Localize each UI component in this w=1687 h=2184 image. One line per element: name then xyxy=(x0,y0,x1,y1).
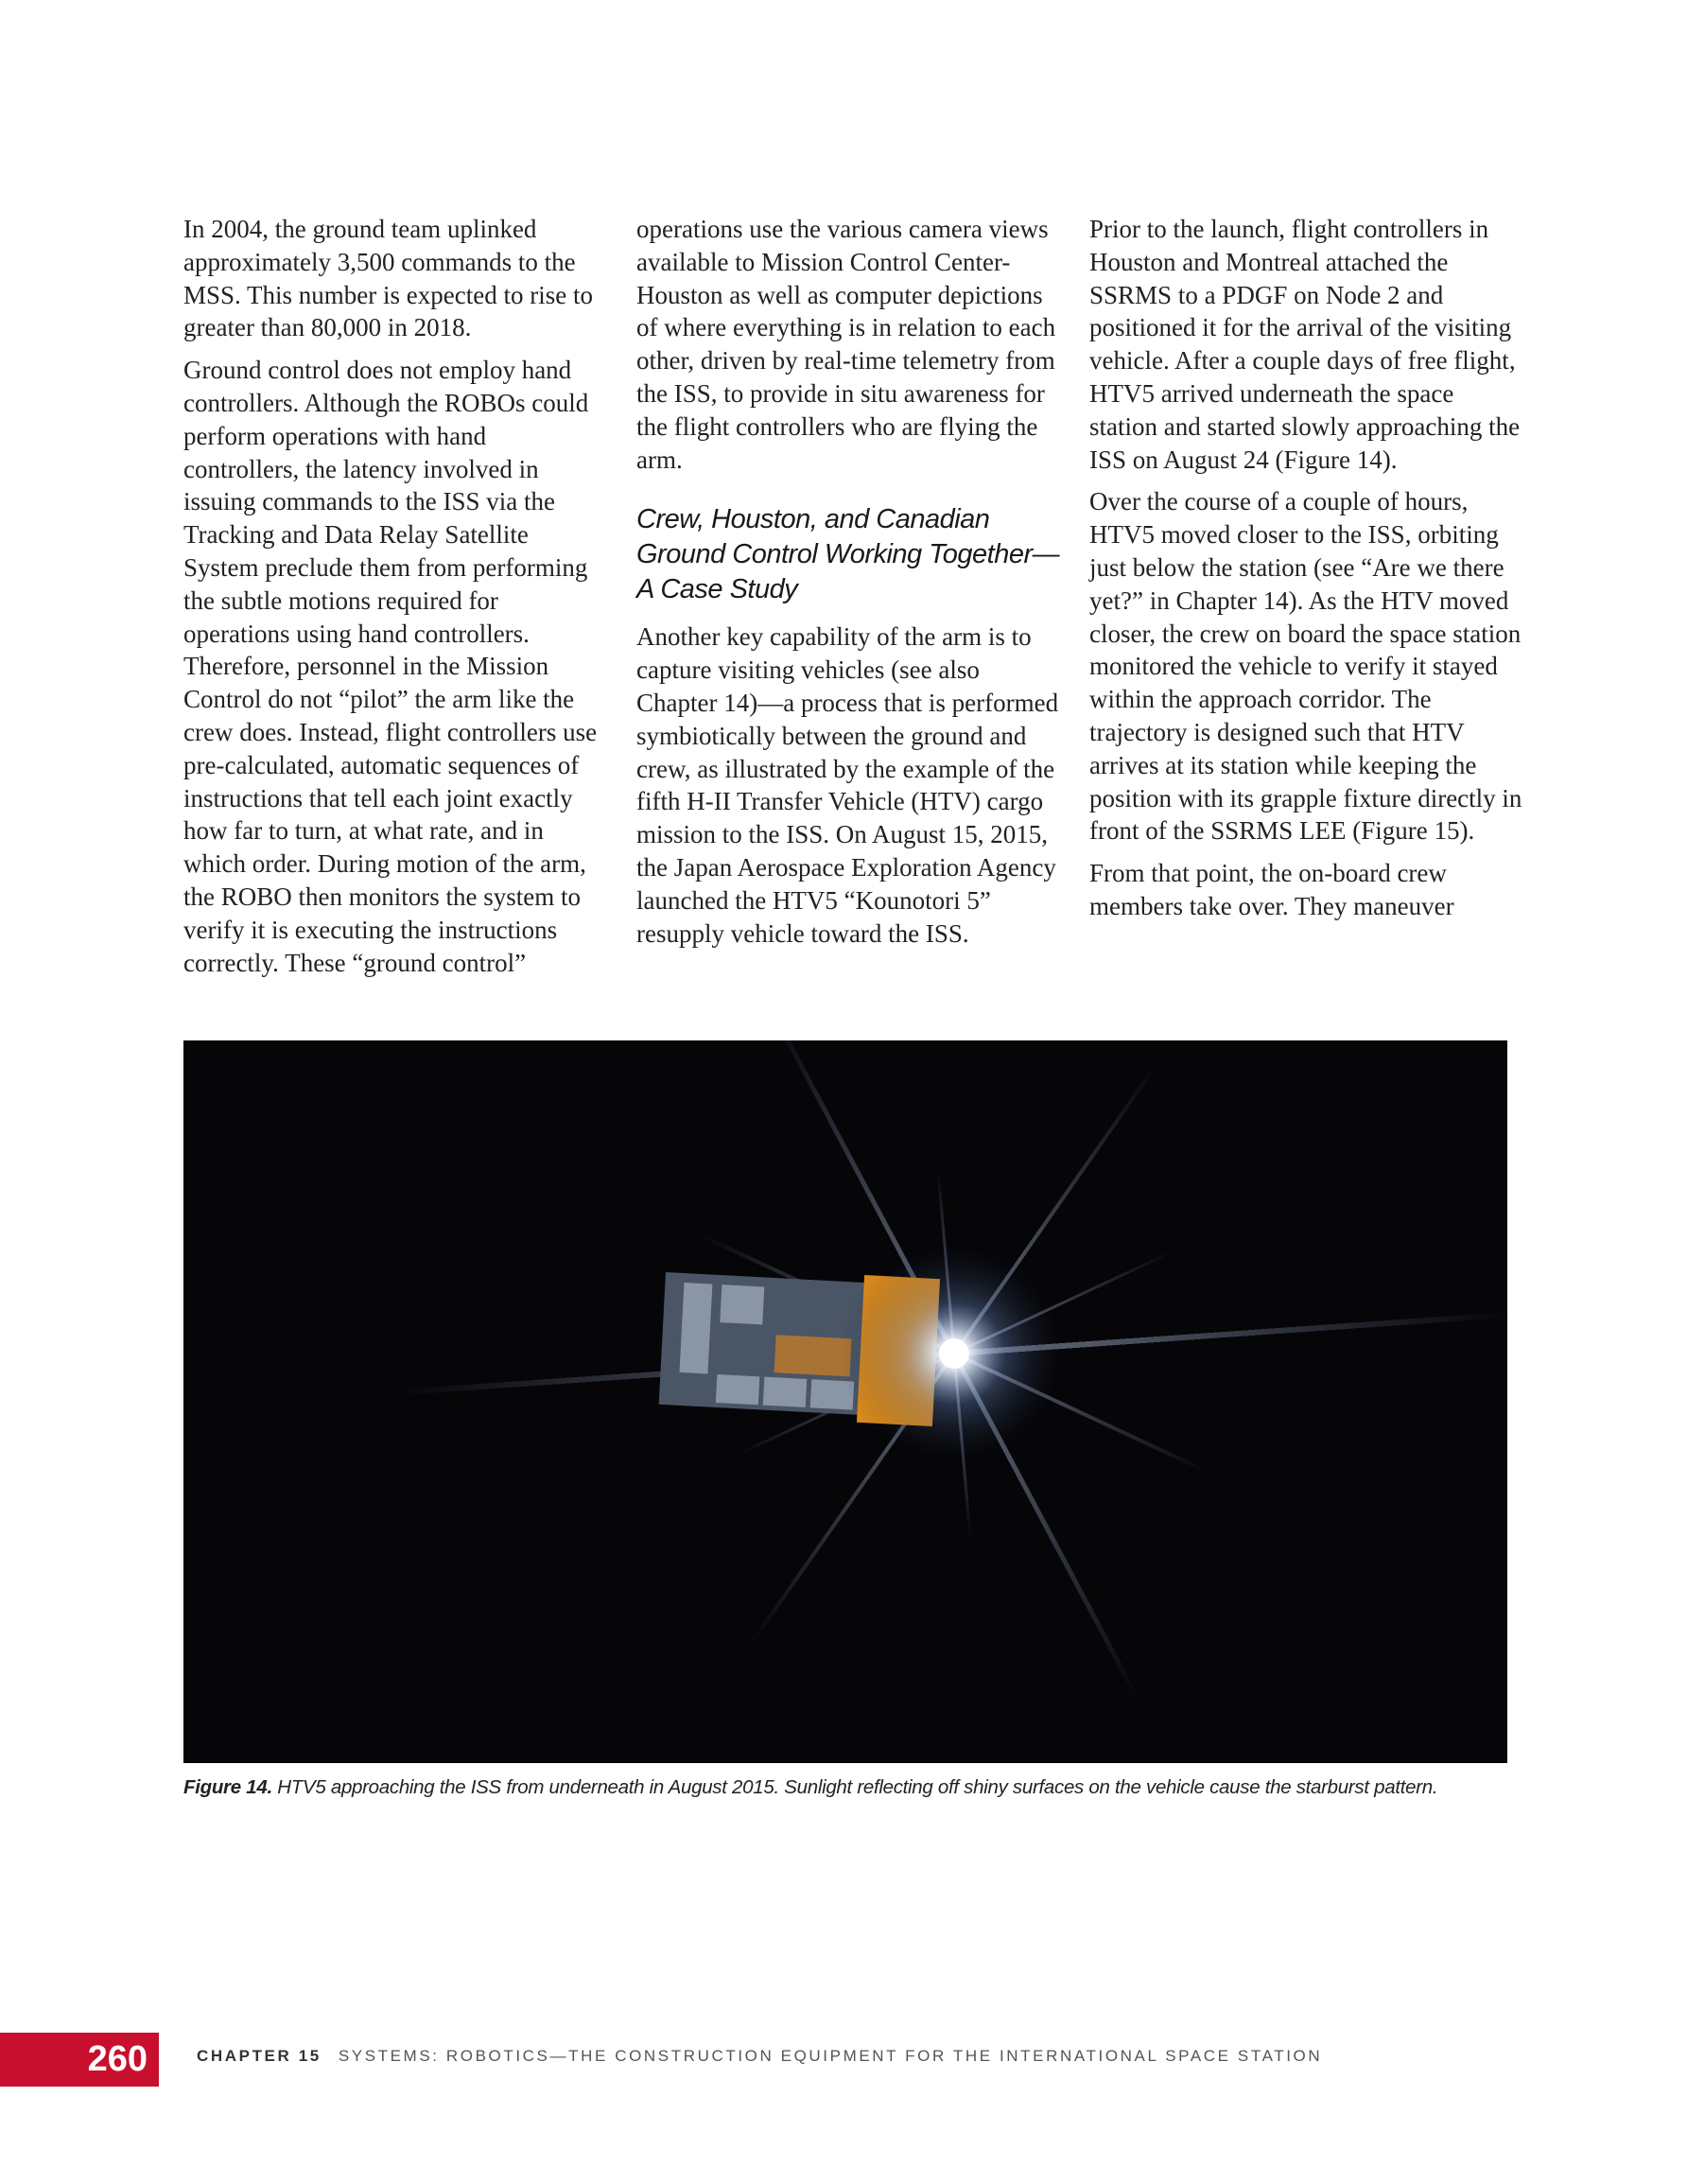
chapter-label: CHAPTER 15 xyxy=(197,2047,322,2065)
figure-label: Figure 14. xyxy=(183,1776,272,1798)
htv5-spacecraft-image xyxy=(183,1040,1507,1763)
paragraph: From that point, the on-board crew members take over. They maneuver xyxy=(1089,859,1454,920)
paragraph: operations use the various camera views available to Mission Control Center-Houston as well as computer depictions of where everything is in relation to each other, driven by real-time telemetry from the ISS, to provide in situ awareness for the flight controllers who are flying the arm. xyxy=(636,215,1056,474)
text-column-3 xyxy=(1089,213,1526,933)
paragraph: Prior to the launch, flight controllers in Houston and Montreal attached the SSRMS to a PDGF on Node 2 and positioned it for the arrival of the visiting vehicle. After a couple days of free flight, HTV5 arrived underneath the space station and started slowly approaching the ISS on August 24 (Figure 14). xyxy=(1089,215,1521,474)
paragraph: In 2004, the ground team uplinked approximately 3,500 commands to the MSS. This number is expected to rise to greater than 80,000 in 2018. xyxy=(183,215,593,342)
text-column-1 xyxy=(183,213,607,988)
page-number-tab xyxy=(0,2033,159,2087)
paragraph: Another key capability of the arm is to capture visiting vehicles (see also Chapter 14)—a process that is performed symbiotically between the ground and crew, as illustrated by the example of the fifth H-II Transfer Vehicle (HTV) cargo mission to the ISS. On August 15, 2015, the Japan Aerospace Exploration Agency launched the HTV5 “Kounotori 5” resupply vehicle toward the ISS. xyxy=(636,622,1059,948)
figure-14-photo xyxy=(183,1040,1507,1763)
figure-caption xyxy=(183,1774,1526,1801)
running-footer xyxy=(197,2047,1322,2066)
text-column-2 xyxy=(636,213,1062,959)
paragraph: Over the course of a couple of hours, HTV5 moved closer to the ISS, orbiting just below the station (see “Are we there yet?” in Chapter 14). As the HTV moved closer, the crew on board the space station monitored the vehicle to verify it stayed within the approach corridor. The trajectory is designed such that HTV arrives at its station while keeping the position with its grapple fixture directly in front of the SSRMS LEE (Figure 15). xyxy=(1089,487,1522,846)
figure-caption-text: HTV5 approaching the ISS from underneath in August 2015. Sunlight reflecting off shiny surfaces on the vehicle cause the starburst pattern. xyxy=(277,1776,1438,1798)
page-number: 260 xyxy=(87,2039,148,2079)
chapter-title: SYSTEMS: ROBOTICS—THE CONSTRUCTION EQUIPMENT FOR THE INTERNATIONAL SPACE STATION xyxy=(338,2047,1323,2065)
paragraph: Ground control does not employ hand controllers. Although the ROBOs could perform operations with hand controllers, the latency involved in issuing commands to the ISS via the Tracking and Data Relay Satellite System preclude them from performing the subtle motions required for operations using hand controllers. Therefore, personnel in the Mission Control do not “pilot” the arm like the crew does. Instead, flight controllers use pre-calculated, automatic sequences of instructions that tell each joint exactly how far to turn, at what rate, and in which order. During motion of the arm, the ROBO then monitors the system to verify it is executing the instructions correctly. These “ground control” xyxy=(183,356,598,977)
section-heading: Crew, Houston, and Canadian Ground Control Working Together—A Case Study xyxy=(636,504,1060,605)
